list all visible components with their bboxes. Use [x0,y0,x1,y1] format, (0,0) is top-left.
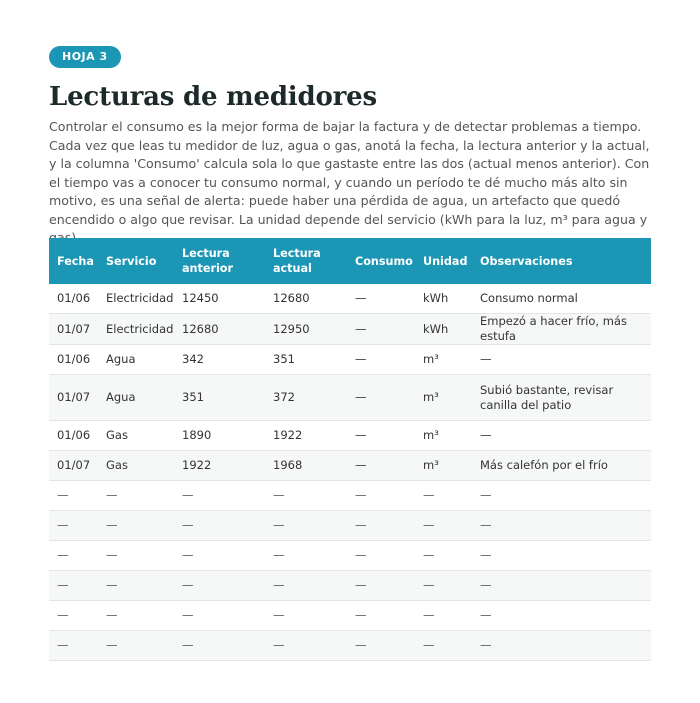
cell-unidad[interactable]: kWh [415,284,472,314]
table-row [49,375,651,421]
table-row [49,481,651,511]
table-row [49,601,651,631]
cell-lectura-actual[interactable]: 351 [265,345,347,375]
cell-lectura-anterior[interactable]: — [174,511,265,541]
cell-servicio[interactable]: — [98,571,174,601]
cell-lectura-anterior[interactable]: 1922 [174,451,265,481]
cell-servicio[interactable]: — [98,601,174,631]
cell-servicio[interactable]: Gas [98,451,174,481]
cell-lectura-actual[interactable]: — [265,601,347,631]
cell-observaciones[interactable]: — [472,541,651,571]
cell-lectura-actual[interactable]: — [265,511,347,541]
table-row [49,511,651,541]
header-observaciones: Observaciones [472,238,651,284]
cell-servicio[interactable]: Gas [98,421,174,451]
cell-observaciones[interactable]: — [472,511,651,541]
cell-consumo: — [347,481,415,511]
cell-fecha[interactable]: — [49,571,98,601]
cell-lectura-anterior[interactable]: — [174,541,265,571]
cell-observaciones[interactable]: — [472,481,651,511]
cell-lectura-anterior[interactable]: — [174,481,265,511]
cell-observaciones[interactable]: — [472,601,651,631]
cell-lectura-actual[interactable]: — [265,541,347,571]
cell-unidad[interactable]: — [415,571,472,601]
cell-lectura-actual[interactable]: — [265,481,347,511]
cell-consumo: — [347,314,415,345]
cell-lectura-actual[interactable]: 12680 [265,284,347,314]
sheet-badge: HOJA 3 [49,46,121,68]
header-servicio: Servicio [98,238,174,284]
cell-fecha[interactable]: 01/07 [49,375,98,421]
cell-lectura-anterior[interactable]: 1890 [174,421,265,451]
cell-unidad[interactable]: — [415,481,472,511]
cell-consumo: — [347,451,415,481]
cell-unidad[interactable]: m³ [415,345,472,375]
cell-observaciones[interactable]: — [472,421,651,451]
cell-fecha[interactable]: 01/07 [49,314,98,345]
cell-fecha[interactable]: 01/06 [49,284,98,314]
cell-consumo: — [347,375,415,421]
cell-unidad[interactable]: m³ [415,451,472,481]
cell-fecha[interactable]: — [49,601,98,631]
cell-unidad[interactable]: — [415,601,472,631]
cell-lectura-actual[interactable]: 12950 [265,314,347,345]
table-row [49,451,651,481]
cell-fecha[interactable]: 01/06 [49,421,98,451]
cell-observaciones[interactable]: — [472,345,651,375]
cell-lectura-actual[interactable]: 1922 [265,421,347,451]
table-row [49,631,651,661]
header-unidad: Unidad [415,238,472,284]
cell-unidad[interactable]: — [415,631,472,661]
cell-lectura-anterior[interactable]: — [174,601,265,631]
cell-lectura-anterior[interactable]: 12680 [174,314,265,345]
cell-servicio[interactable]: — [98,481,174,511]
cell-fecha[interactable]: — [49,511,98,541]
cell-lectura-anterior[interactable]: — [174,631,265,661]
cell-consumo: — [347,421,415,451]
cell-unidad[interactable]: — [415,511,472,541]
cell-observaciones[interactable]: — [472,571,651,601]
cell-observaciones[interactable]: Empezó a hacer frío, más estufa [472,314,651,345]
cell-fecha[interactable]: — [49,631,98,661]
table-body [49,284,651,661]
header-consumo: Consumo [347,238,415,284]
header-lectura-anterior: Lectura anterior [174,238,265,284]
table-header-row [49,238,651,284]
cell-consumo: — [347,345,415,375]
table-row [49,284,651,314]
cell-fecha[interactable]: 01/07 [49,451,98,481]
cell-consumo: — [347,601,415,631]
table-row [49,571,651,601]
cell-servicio[interactable]: Electricidad [98,284,174,314]
cell-observaciones[interactable]: Más calefón por el frío [472,451,651,481]
table-row [49,421,651,451]
cell-consumo: — [347,571,415,601]
cell-fecha[interactable]: — [49,541,98,571]
table-row [49,314,651,345]
cell-unidad[interactable]: kWh [415,314,472,345]
cell-lectura-anterior[interactable]: 12450 [174,284,265,314]
header-lectura-actual: Lectura actual [265,238,347,284]
cell-fecha[interactable]: — [49,481,98,511]
cell-lectura-actual[interactable]: — [265,571,347,601]
cell-lectura-anterior[interactable]: — [174,571,265,601]
intro-paragraph: Controlar el consumo es la mejor forma de bajar la factura y de detectar problemas a tiempo. Cada vez que leas tu medidor de luz, agua o gas, anotá la fecha, la lectura anterior y la actual, y la columna 'Consumo' calcula sola lo que gastaste entre las dos (actual menos anterior). Con el tiempo vas a conocer tu consumo normal, y cuando un período te dé mucho más alto sin motivo, es una señal de alerta: puede haber una pérdida de agua, un artefacto que quedó encendido o algo que revisar. La unidad depende del servicio (kWh para la luz, m³ para agua y [49,119,650,227]
cell-servicio[interactable]: — [98,541,174,571]
cell-unidad[interactable]: m³ [415,421,472,451]
cell-fecha[interactable]: 01/06 [49,345,98,375]
cell-lectura-actual[interactable]: 1968 [265,451,347,481]
cell-consumo: — [347,284,415,314]
cell-servicio[interactable]: — [98,511,174,541]
cell-servicio[interactable]: Agua [98,345,174,375]
cell-unidad[interactable]: — [415,541,472,571]
meter-readings-table [49,238,651,661]
cell-consumo: — [347,631,415,661]
cell-servicio[interactable]: Agua [98,375,174,421]
cell-lectura-actual[interactable]: — [265,631,347,661]
cell-consumo: — [347,541,415,571]
page-title: Lecturas de medidores [49,82,377,112]
cell-lectura-anterior[interactable]: 351 [174,375,265,421]
cell-lectura-anterior[interactable]: 342 [174,345,265,375]
cell-lectura-actual[interactable]: 372 [265,375,347,421]
table-row [49,541,651,571]
cell-observaciones[interactable]: Consumo normal [472,284,651,314]
cell-servicio[interactable]: Electricidad [98,314,174,345]
table-row [49,345,651,375]
cell-observaciones[interactable]: — [472,631,651,661]
header-fecha: Fecha [49,238,98,284]
cell-unidad[interactable]: m³ [415,375,472,421]
cell-consumo: — [347,511,415,541]
cell-observaciones[interactable]: Subió bastante, revisar canilla del patio [472,375,651,421]
cell-servicio[interactable]: — [98,631,174,661]
